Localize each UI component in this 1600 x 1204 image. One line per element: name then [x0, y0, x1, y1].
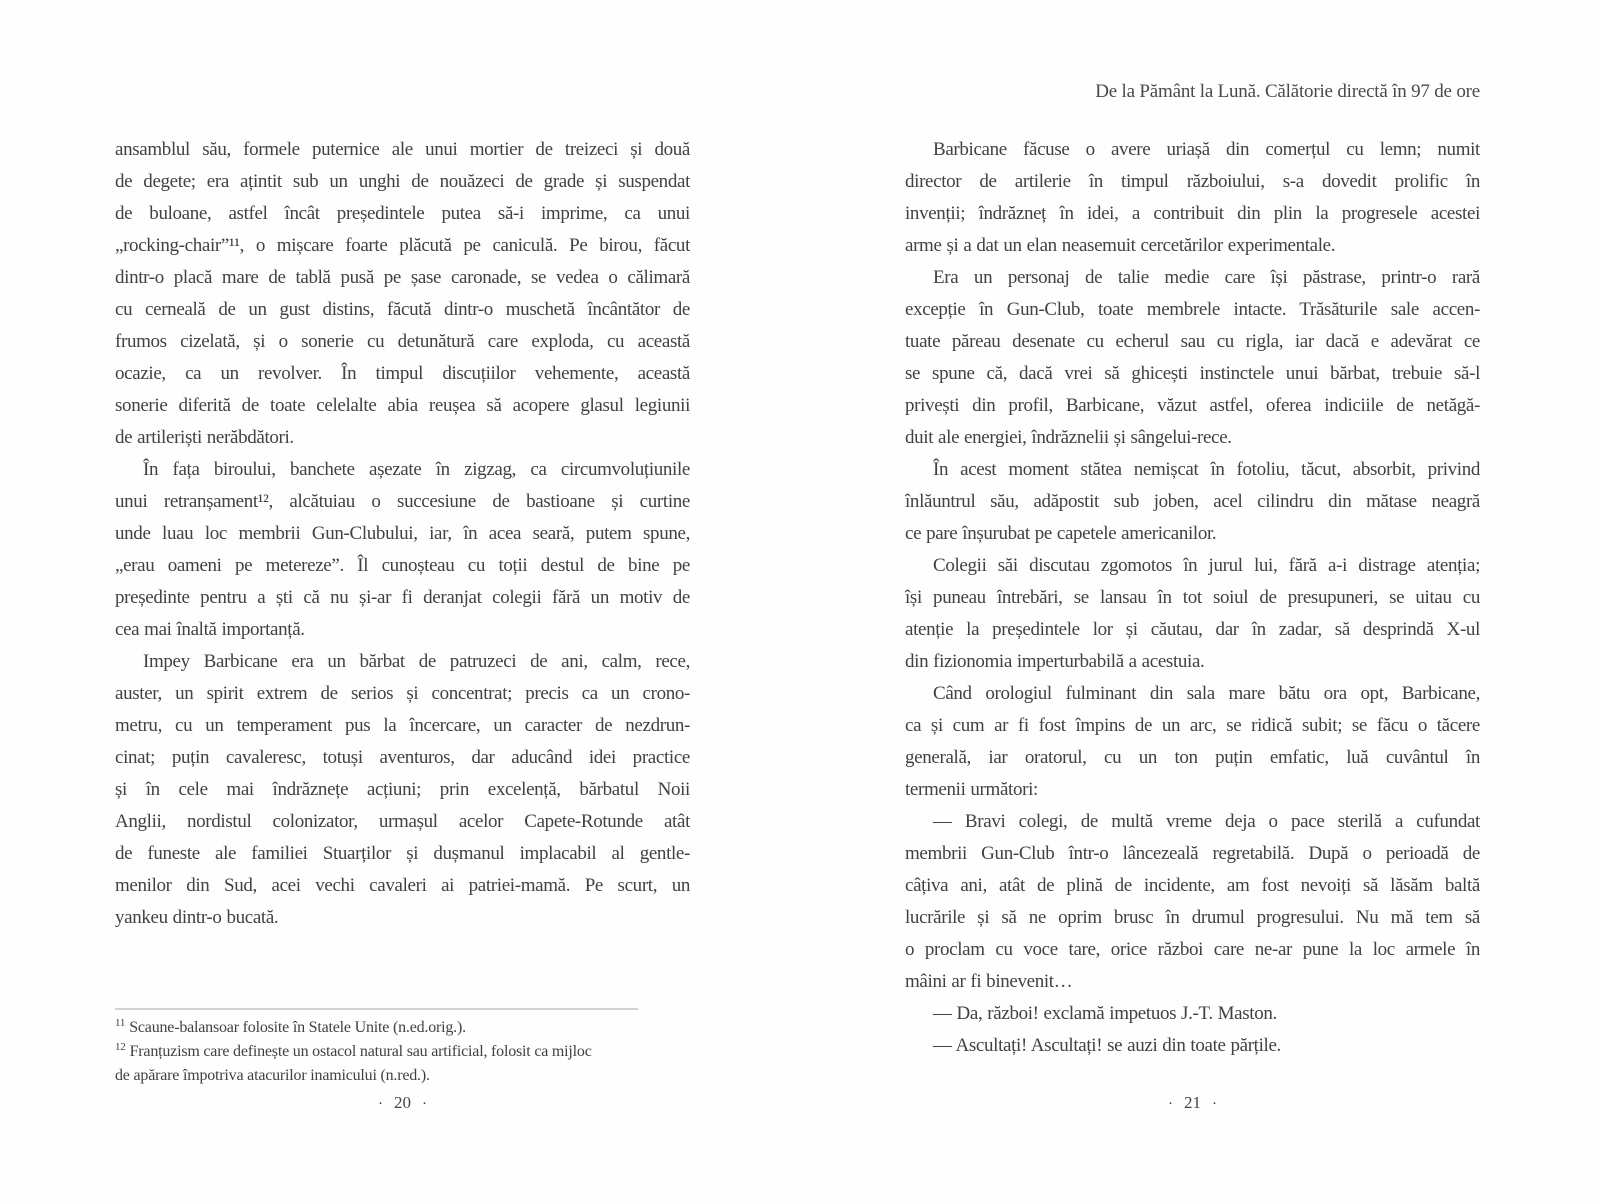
text-line: — Da, război! exclamă impetuos J.-T. Maston. — [933, 1003, 1277, 1024]
text-line: generală, iar oratorul, cu un ton puțin emfatic, luă cuvântul în — [905, 747, 1480, 768]
text-line: mâini ar fi binevenit… — [905, 971, 1073, 992]
text-line: sonerie diferită de toate celelalte abia reușea să acopere glasul legiunii — [115, 395, 690, 416]
text-line: yankeu dintr-o bucată. — [115, 907, 279, 928]
footnote-line: de apărare împotriva atacurilor inamicului (n.red.). — [115, 1067, 430, 1084]
text-line: dintr-o placă mare de tablă pusă pe șase caronade, se vedea o călimară — [115, 267, 690, 288]
text-line: Când orologiul fulminant din sala mare bătu ora opt, Barbicane, — [933, 683, 1480, 704]
paragraph — [905, 134, 1480, 262]
text-line: membrii Gun-Club într-o lâncezeală regretabilă. După o perioadă de — [905, 843, 1480, 864]
text-line: de funeste ale familiei Stuarților și dușmanul implacabil al gentle- — [115, 843, 690, 864]
text-line: de artileriști nerăbdători. — [115, 427, 294, 448]
text-line: tuate păreau desenate cu echerul sau cu rigla, iar dacă e adevărat ce — [905, 331, 1480, 352]
text-line: termenii următori: — [905, 779, 1038, 800]
text-line: înlăuntrul său, adăpostit sub joben, acel cilindru din mătase neagră — [905, 491, 1480, 512]
text-line: de degete; era ațintit sub un unghi de nouăzeci de grade și suspendat — [115, 171, 690, 192]
left-page-footnotes — [115, 1016, 690, 1088]
text-line: de buloane, astfel încât președintele putea să-i imprime, ca unui — [115, 203, 690, 224]
paragraph — [115, 454, 690, 646]
text-line: Colegii săi discutau zgomotos în jurul lui, fără a-i distrage atenția; — [933, 555, 1480, 576]
folio-number: 20 — [394, 1093, 411, 1112]
text-line: ce pare înșurubat pe capetele americanilor. — [905, 523, 1217, 544]
text-line: ansamblul său, formele puternice ale unui mortier de treizeci și două — [115, 139, 690, 160]
text-line: duit ale energiei, îndrăznelii și sângelui-rece. — [905, 427, 1232, 448]
paragraph — [905, 1030, 1480, 1062]
paragraph — [115, 134, 690, 454]
text-line: Anglii, nordistul colonizator, urmașul acelor Capete-Rotunde atât — [115, 811, 690, 832]
folio-dot: · — [422, 1096, 427, 1112]
text-line: cea mai înaltă importanță. — [115, 619, 305, 640]
folio-number: 21 — [1184, 1093, 1201, 1112]
right-page — [905, 0, 1480, 1204]
text-line: unde luau loc membrii Gun-Clubului, iar, în acea seară, putem spune, — [115, 523, 690, 544]
footnote-line: $^{11}$ Scaune-balansoar folosite în Statele Unite (n.ed.orig.). — [115, 1016, 466, 1036]
footnote-marker: 12 — [115, 1040, 126, 1053]
paragraph — [905, 678, 1480, 806]
text-line: Barbicane făcuse o avere uriașă din comerțul cu lemn; numit — [933, 139, 1480, 160]
text-line: o proclam cu voce tare, orice război care ne-ar pune la loc armele în — [905, 939, 1480, 960]
folio-dot: · — [378, 1096, 383, 1112]
footnote-marker: 11 — [115, 1016, 126, 1029]
text-line: își puneau întrebări, se lansau în tot soiul de presupuneri, se uitau cu — [905, 587, 1480, 608]
text-line: ocazie, ca un revolver. În timpul discuțiilor vehemente, această — [115, 363, 690, 384]
left-page-body — [115, 134, 690, 934]
text-line: metru, cu un temperament pus la încercare, un caracter de nezdrun- — [115, 715, 690, 736]
text-line: se spune că, dacă vrei să ghicești instinctele unui bărbat, trebuie să-l — [905, 363, 1480, 384]
text-line: privești din profil, Barbicane, văzut astfel, oferea indiciile de netăgă- — [905, 395, 1480, 416]
paragraph — [905, 454, 1480, 550]
footnote-line: $^{12}$ Franțuzism care definește un ostacol natural sau artificial, folosit ca mijloc — [115, 1040, 592, 1060]
right-page-number — [905, 1092, 1480, 1115]
text-line: „rocking-chair”¹¹, o mișcare foarte plăcută pe caniculă. Pe birou, făcut — [115, 235, 690, 256]
running-title: De la Pământ la Lună. Călătorie directă în 97 de ore — [1095, 81, 1480, 102]
left-page-number — [115, 1092, 690, 1115]
right-page-body — [905, 134, 1480, 1062]
text-line: menilor din Sud, acei vechi cavaleri ai patriei-mamă. Pe scurt, un — [115, 875, 690, 896]
text-line: cinat; puțin cavaleresc, totuși aventuros, dar aducând idei practice — [115, 747, 690, 768]
text-line: ca și cum ar fi fost împins de un arc, se ridică subit; se făcu o tăcere — [905, 715, 1480, 736]
text-line: Era un personaj de talie medie care își păstrase, printr-o rară — [933, 267, 1480, 288]
text-line: și în cele mai îndrăznețe acțiuni; prin excelență, bărbatul Noii — [115, 779, 690, 800]
folio-dot: · — [1212, 1096, 1217, 1112]
folio-dot: · — [1168, 1096, 1173, 1112]
footnote-separator — [115, 1008, 638, 1010]
text-line: „erau oameni pe metereze”. Îl cunoșteau cu toții destul de bine pe — [115, 555, 690, 576]
text-line: director de artilerie în timpul războiului, s-a dovedit prolific în — [905, 171, 1480, 192]
paragraph — [115, 646, 690, 934]
text-line: invenții; îndrăzneț în idei, a contribuit din plin la progresele acestei — [905, 203, 1480, 224]
paragraph — [905, 262, 1480, 454]
paragraph — [905, 550, 1480, 678]
text-line: În acest moment stătea nemișcat în fotoliu, tăcut, absorbit, privind — [933, 459, 1480, 480]
text-line: auster, un spirit extrem de serios și concentrat; precis ca un crono- — [115, 683, 690, 704]
text-line: excepție în Gun-Club, toate membrele intacte. Trăsăturile sale accen- — [905, 299, 1480, 320]
text-line: câțiva ani, atât de plină de incidente, am fost nevoiți să lăsăm baltă — [905, 875, 1480, 896]
text-line: atenție la președintele lor și căutau, dar în zadar, să desprindă X-ul — [905, 619, 1480, 640]
text-line: președinte pentru a ști că nu și-ar fi deranjat colegii fără un motiv de — [115, 587, 690, 608]
text-line: frumos cizelată, și o sonerie cu detunătură care exploda, cu această — [115, 331, 690, 352]
text-line: lucrările și să ne oprim brusc în drumul progresului. Nu mă tem să — [905, 907, 1480, 928]
text-line: din fizionomia imperturbabilă a acestuia. — [905, 651, 1205, 672]
text-line: În fața biroului, banchete așezate în zigzag, ca circumvoluțiunile — [143, 459, 690, 480]
text-line: — Ascultați! Ascultați! se auzi din toate părțile. — [933, 1035, 1281, 1056]
paragraph — [905, 998, 1480, 1030]
text-line: arme și a dat un elan neasemuit cercetărilor experimentale. — [905, 235, 1336, 256]
text-line: — Bravi colegi, de multă vreme deja o pace sterilă a cufundat — [933, 811, 1480, 832]
text-line: unui retranșament¹², alcătuiau o succesiune de bastioane și curtine — [115, 491, 690, 512]
left-page — [115, 0, 690, 1204]
text-line: cu cerneală de un gust distins, făcută dintr-o muschetă încântător de — [115, 299, 690, 320]
paragraph — [905, 806, 1480, 998]
text-line: Impey Barbicane era un bărbat de patruzeci de ani, calm, rece, — [143, 651, 690, 672]
